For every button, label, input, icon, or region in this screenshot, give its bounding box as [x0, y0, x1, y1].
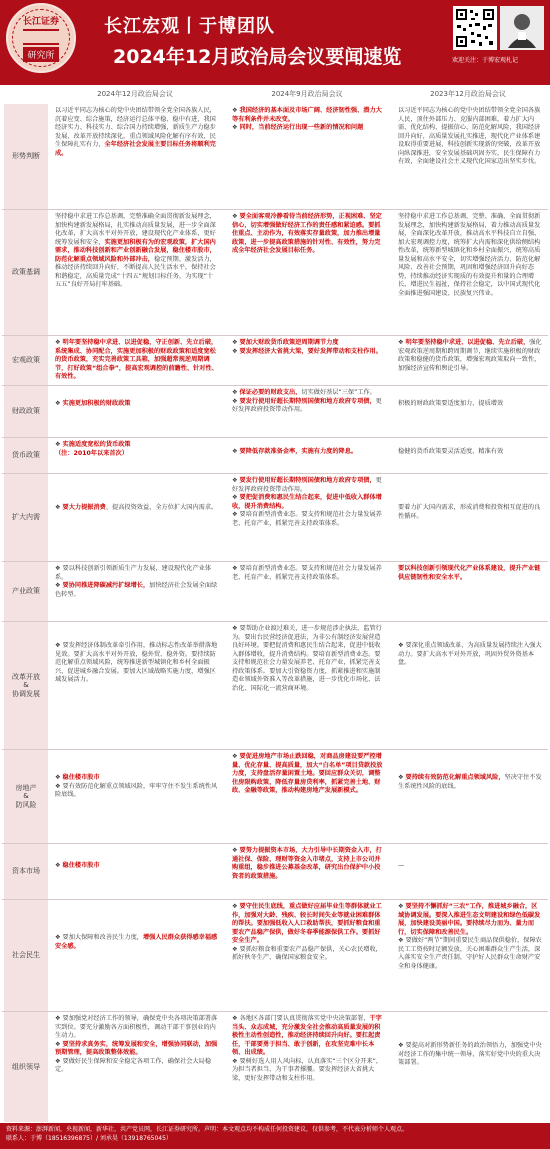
table-row [2, 1012, 548, 1122]
cell-dec-2023: 要以科技创新引领现代化产业体系建设，提升产业链供应链韧性和安全水平。 [398, 565, 541, 581]
header-banner [0, 0, 550, 85]
cell-dec-2023: 稳健的货币政策要灵活适度、精准有效 [398, 448, 504, 455]
cell-dec-2024: ❖ 要发挥经济体制改革牵引作用，推动标志性改革举措落地见效。要扩大高水平对外开放，稳外贸、稳外资。要持续防范化解重点领域风险，统筹推进新型城镇化和乡村全面振兴，促进城乡融合发展。要加大区域战略实施力度，增强区域发展活力。 [55, 642, 218, 684]
cell-dec-2024: ❖ 明年要坚持稳中求进、以进促稳，守正创新、先立后破，系统集成、协同配合，实施更加积极的财政政策和适度宽松的货币政策，充实完善政策工具箱，加强超常规逆周期调节，打好政策“组合拳”，提高宏观调控的前瞻性、针对性、有效性。 [55, 339, 218, 381]
cell-dec-2024: ❖ 要以科技创新引领新质生产力发展，建设现代化产业体系。 ❖ 要协同推进降碳减污扩绿增长，加快经济社会发展全面绿色转型。 [55, 565, 218, 598]
table-row [2, 386, 548, 438]
cell-sep-2024: ❖ 要发行使用好超长期特别国债和地方政府专项债，更好发挥政府投资带动作用。 ❖ 要把促消费和惠民生结合起来，促进中低收入群体增收，提升消费结构。 ❖ 要培育新型消费业态。要支持和规范社会力量发展养老、托育产业，抓紧完善支持政策体系。 [232, 477, 382, 527]
cell-dec-2024: ❖ 实施更加积极的财政政策 [55, 400, 131, 407]
qr-code-icon[interactable] [453, 6, 497, 50]
source-disclaimer: 资料来源：澎湃新闻，央视新闻，新华社，共产党员网，长江证券研究所。声明：本文观点均不构成任何投资建议，仅供参考，不代表分析师个人观点。 [6, 1126, 409, 1133]
cell-dec-2023: — [398, 862, 405, 869]
cell-sep-2024: ❖ 要努力提振资本市场，大力引导中长期资金入市，打通社保、保险、理财等资金入市堵点，支持上市公司并购重组，稳步推进公募基金改革，研究出台保护中小投资者的政策措施。 [232, 847, 382, 880]
row-label: 宏观政策 [4, 336, 48, 385]
author-avatar [500, 6, 544, 50]
cell-sep-2024: ❖ 要降低存款准备金率，实施有力度的降息。 [232, 448, 358, 455]
page-title: 2024年12月政治局会议要闻速览 [113, 46, 402, 68]
row-label: 社会民生 [4, 900, 48, 1011]
row-label: 财政政策 [4, 386, 48, 437]
research-institute-logo [6, 3, 76, 73]
cell-dec-2024: ❖ 要加强党对经济工作的领导，确保党中央各项决策部署落实到位。要充分激励各方面积极性，调动干部干事创业的内生动力。 ❖ 要坚持求真务实，统筹发展和安全，增强协同联动，加强预期管理，提高政策整体效能。 ❖ 要做好民生保障和安全稳定各项工作，确保社会大局稳定。 [55, 1015, 218, 1074]
table-row [2, 750, 548, 844]
cell-dec-2024: ❖ 稳住楼市股市 [55, 862, 100, 869]
row-label: 扩大内需 [4, 474, 48, 561]
table-row [2, 210, 548, 336]
logo-top-text: 长江证券 [22, 17, 59, 27]
column-header-dec-2023: 2023年12月政治局会议 [430, 90, 506, 98]
cell-sep-2024: ❖ 要帮助企业渡过难关，进一步规范涉企执法、监管行为。要出台民营经济促进法，为非公有制经济发展营造良好环境。要把促消费和惠民生结合起来，促进中低收入群体增收，提升消费结构。要培育新型消费业态。要支持和规范社会力量发展养老、托育产业，抓紧完善支持政策体系。要加大引资稳资力度，抓紧推进和实施制造业领域外资准入等改革措施，进一步优化市场化、法治化、国际化一流营商环境。 [232, 625, 382, 692]
row-label: 产业政策 [4, 562, 48, 621]
qr-caption: 欢迎关注：于博宏观札记 [452, 57, 519, 64]
table-row [2, 844, 548, 900]
logo-bottom-text: 研究所 [23, 47, 58, 62]
cell-sep-2024: ❖ 保证必要的财政支出，切实做好基层“三保”工作。 ❖ 要发行使用好超长期特别国债和地方政府专项债，更好发挥政府投资带动作用。 [232, 389, 382, 414]
cell-dec-2023: ❖ 要持续有效防范化解重点领域风险，坚决守住不发生系统性风险的底线。 [398, 774, 542, 790]
table-row [2, 562, 548, 622]
table-row [2, 622, 548, 750]
footer-banner [0, 1123, 550, 1149]
cell-dec-2024: ❖ 实施适度宽松的货币政策 （注：2010年以来首次） [55, 441, 131, 457]
column-header-sep-2024: 2024年9月政治局会议 [271, 90, 343, 98]
table-row [2, 104, 548, 210]
row-label: 组织领导 [4, 1012, 48, 1122]
cell-dec-2023: ❖ 要深化重点领域改革，为高质量发展持续注入强大动力。要扩大高水平对外开放，巩固外贸外资基本盘。 [398, 642, 542, 667]
cell-dec-2023: ❖ 要提高对新形势新任务的政治领悟力，加强党中央对经济工作的集中统一领导，落实好党中央的重大决策部署。 [398, 1042, 542, 1067]
row-label: 政策基调 [4, 210, 48, 335]
cell-sep-2024: ❖ 要守住民生底线，重点做好应届毕业生等群体就业工作，加强对大龄、残疾、较长时间失业等就业困难群体的帮扶。要加强低收入人口救助帮扶，要抓好粮食和重要农产品稳产保供，做好冬春季能源保供工作。要抓好安全生产。 ❖ 要抓好粮食和重要农产品稳产保供，关心农民增收，抓好秋冬生产，确保国家粮食安全。 [232, 903, 382, 962]
cell-dec-2023: 以习近平同志为核心的党中央团结带领全党全国各族人民，顶住外部压力、克服内部困难，着力扩大内需、优化结构、提振信心、防范化解风险，我国经济回升向好，高质量发展扎实推进，现代化产业体系建设取得重要进展，科技创新实现新的突破，改革开放向纵深推进，安全发展基础巩固夯实，民生保障有力有效，全面建设社会主义现代化国家迈出坚实步伐。 [398, 107, 541, 166]
row-label: 形势判断 [4, 104, 48, 209]
table-row [2, 900, 548, 1012]
cell-dec-2023: 坚持稳中求进工作总基调，完整、准确、全面贯彻新发展理念，加快构建新发展格局，着力推动高质量发展，全面深化改革开放，推动高水平科技自立自强，加大宏观调控力度，统筹扩大内需和深化供给侧结构性改革，统筹新型城镇化和乡村全面振兴，统筹高质量发展和高水平安全，切实增强经济活力、防范化解风险、改善社会预期，巩固和增强经济回升向好态势，持续推动经济实现质的有效提升和量的合理增长，增进民生福祉，保持社会稳定，以中国式现代化全面推进强国建设、民族复兴伟业。 [398, 213, 541, 297]
table-row [2, 438, 548, 474]
table-row [2, 336, 548, 386]
cell-sep-2024: ❖ 要促进房地产市场止跌回稳，对商品房建设要严控增量、优化存量、提高质量，加大“白名单”项目贷款投放力度，支持盘活存量闲置土地。要回应群众关切，调整住房限购政策，降低存量房贷利率，抓紧完善土地、财政、金融等政策，推动构建房地产发展新模式。 [232, 753, 383, 795]
team-title: 长江宏观丨于博团队 [104, 16, 275, 37]
row-label: 改革开放 & 协调发展 [4, 622, 48, 749]
cell-dec-2023: ❖ 明年要坚持稳中求进、以进促稳、先立后破，强化宏观政策逆周期和跨周期调节，继续实施积极的财政政策和稳健的货币政策，增强宏观政策取向一致性，加强经济宣传和舆论引导。 [398, 339, 542, 372]
row-label: 房地产 & 防风险 [4, 750, 48, 843]
cell-dec-2024: 以习近平同志为核心的党中央团结带领全党全国各族人民，沉着应变、综合施策，经济运行总体平稳、稳中有进，我国经济实力、科技实力、综合国力持续增强，新质生产力稳步发展，改革开放持续深化，重点领域风险化解有序有效，民生保障扎实有力，全年经济社会发展主要目标任务将顺利完成。 [55, 107, 216, 157]
cell-sep-2024: ❖ 要培育新型消费业态。要支持和规范社会力量发展养老、托育产业，抓紧完善支持政策体系。 [232, 565, 382, 581]
cell-dec-2023: 要着力扩大国内需求，形成消费和投资相互促进的良性循环。 [398, 504, 541, 520]
cell-sep-2024: ❖ 我国经济的基本面及市场广阔、经济韧性强、潜力大等有利条件并未改变。 ❖ 同时，当前经济运行出现一些新的情况和问题 [232, 107, 382, 132]
cell-sep-2024: ❖ 要加大财政货币政策逆周期调节力度 ❖ 要发挥经济大省挑大梁，要好发挥带动和支柱作用。 [232, 339, 382, 355]
cell-dec-2023: ❖ 要坚持不懈抓好“三农”工作，推进城乡融合，区域协调发展。要深入推进生态文明建设和绿色低碳发展，加快建设美丽中国。要持续尽力而为、量力而行，切实保障和改善民生。 ❖ 要做好“两节”期间重要民生商品保供稳价，保障农民工工资按时足额发放，关心困难群众生产生活，深入落实安全生产责任制，守护好人民群众生命财产安全和身体健康。 [398, 903, 542, 970]
cell-dec-2024: ❖ 稳住楼市股市 ❖ 要有效防范化解重点领域风险，牢牢守住不发生系统性风险底线。 [55, 774, 218, 799]
contact-info: 联系人：于博（18516396875）/ 刘承昊（13918765045） [6, 1134, 172, 1142]
cell-sep-2024: ❖ 各地区各部门要认真贯彻落实党中央决策部署，干字当头、众志成城，充分激发全社会推动高质量发展的积极性主动性创造性，推动经济持续回升向好。要扛起责任，干部要勇于担当、敢于创新，在攻坚克难中长本领、出成绩。 ❖ 要树好选人用人风向标，认真落实“三个区分开来”，为担当者担当、为干事者撑腰。要发挥经济大省挑大梁，更好发挥带动和支柱作用。 [232, 1015, 383, 1082]
row-label: 资本市场 [4, 844, 48, 899]
column-header-dec-2024: 2024年12月政治局会议 [97, 90, 173, 98]
cell-dec-2024: ❖ 要大力提振消费、提高投资效益，全方位扩大国内需求。 [55, 504, 218, 511]
row-label: 货币政策 [4, 438, 48, 473]
cell-dec-2024: ❖ 要加大保障和改善民生力度，增强人民群众获得感幸福感安全感。 [55, 934, 218, 950]
cell-dec-2024: 坚持稳中求进工作总基调，完整准确全面贯彻新发展理念，加快构建新发展格局，扎实推动高质量发展，进一步全面深化改革，扩大高水平对外开放，建设现代化产业体系，更好统筹发展和安全，实施更加积极有为的宏观政策，扩大国内需求，推动科技创新和产业创新融合发展，稳住楼市股市，防范化解重点领域风险和外部冲击，稳定预期、激发活力，推动经济持续回升向好，不断提高人民生活水平，保持社会和谐稳定，高质量完成“十四五”规划目标任务，为实现“十五五”良好开局打牢基础。 [55, 213, 216, 289]
table-row [2, 474, 548, 562]
cell-dec-2023: 积极的财政政策要适度加力、提质增效 [398, 400, 504, 407]
cell-sep-2024: ❖ 要全面客观冷静看待当前经济形势，正视困难、坚定信心，切实增强做好经济工作的责任感和紧迫感。要抓住重点、主动作为，有效落实存量政策，加力推出增量政策，进一步提高政策措施的针对性、有效性，努力完成全年经济社会发展目标任务。 [232, 213, 382, 255]
